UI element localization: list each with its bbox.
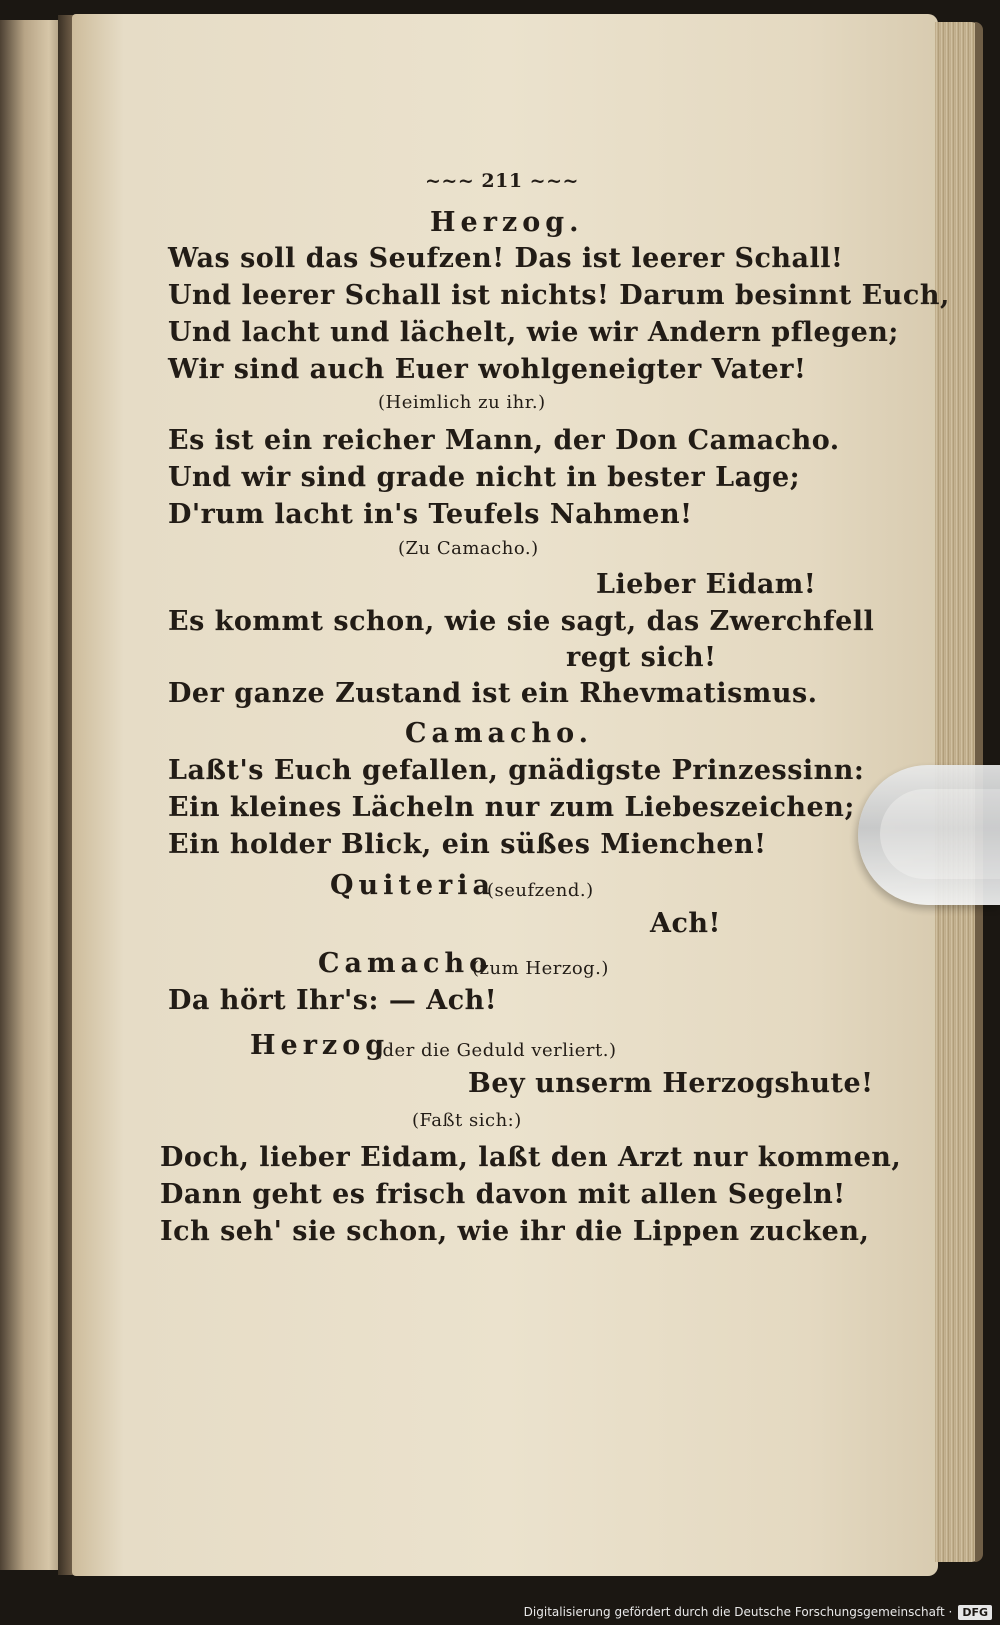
- text-line: Ein holder Blick, ein süßes Mienchen!: [168, 829, 767, 860]
- text-line: Und lacht und lächelt, wie wir Andern pflegen;: [168, 317, 899, 348]
- speaker-quiteria: Quiteria: [330, 870, 496, 901]
- digitization-credit: [524, 1601, 992, 1623]
- text-line: Wir sind auch Euer wohlgeneigter Vater!: [168, 354, 807, 385]
- page-number: ~~~ 211 ~~~: [425, 170, 579, 192]
- text-line: Ach!: [650, 908, 721, 939]
- text-line: Da hört Ihr's: — Ach!: [168, 985, 498, 1016]
- stage-direction: (der die Geduld verliert.): [375, 1040, 617, 1061]
- text-line: Ein kleines Lächeln nur zum Liebeszeichen;: [168, 792, 855, 823]
- page-clip: [858, 765, 1000, 905]
- stage-direction: (Faßt sich:): [412, 1110, 522, 1131]
- stage-direction: (Heimlich zu ihr.): [378, 392, 546, 413]
- text-line: Es ist ein reicher Mann, der Don Camacho.: [168, 425, 840, 456]
- text-line: Es kommt schon, wie sie sagt, das Zwerchfell: [168, 606, 875, 637]
- text-line: Ich seh' sie schon, wie ihr die Lippen zucken,: [160, 1216, 870, 1247]
- text-line: regt sich!: [566, 642, 717, 673]
- speaker-herzog: Herzog: [250, 1030, 390, 1061]
- text-line: Und wir sind grade nicht in bester Lage;: [168, 462, 801, 493]
- text-line: Bey unserm Herzogshute!: [468, 1068, 874, 1099]
- stage-direction: (zum Herzog.): [472, 958, 609, 979]
- speaker-camacho: Camacho.: [405, 718, 594, 749]
- stage-direction: (seufzend.): [487, 880, 594, 901]
- text-line: Doch, lieber Eidam, laßt den Arzt nur kommen,: [160, 1142, 902, 1173]
- speaker-camacho: Camacho: [318, 948, 493, 979]
- stage-direction: (Zu Camacho.): [398, 538, 539, 559]
- text-line: Lieber Eidam!: [596, 569, 817, 600]
- speaker-herzog: Herzog.: [430, 207, 584, 238]
- dfg-logo: DFG: [958, 1605, 992, 1620]
- text-line: Der ganze Zustand ist ein Rhevmatismus.: [168, 678, 818, 709]
- text-line: D'rum lacht in's Teufels Nahmen!: [168, 499, 693, 530]
- text-line: Dann geht es frisch davon mit allen Segeln!: [160, 1179, 846, 1210]
- text-line: Was soll das Seufzen! Das ist leerer Schall!: [168, 243, 844, 274]
- text-line: Laßt's Euch gefallen, gnädigste Prinzessinn:: [168, 755, 865, 786]
- credit-text: Digitalisierung gefördert durch die Deutsche Forschungsgemeinschaft ·: [523, 1605, 953, 1619]
- text-line: Und leerer Schall ist nichts! Darum besinnt Euch,: [168, 280, 950, 311]
